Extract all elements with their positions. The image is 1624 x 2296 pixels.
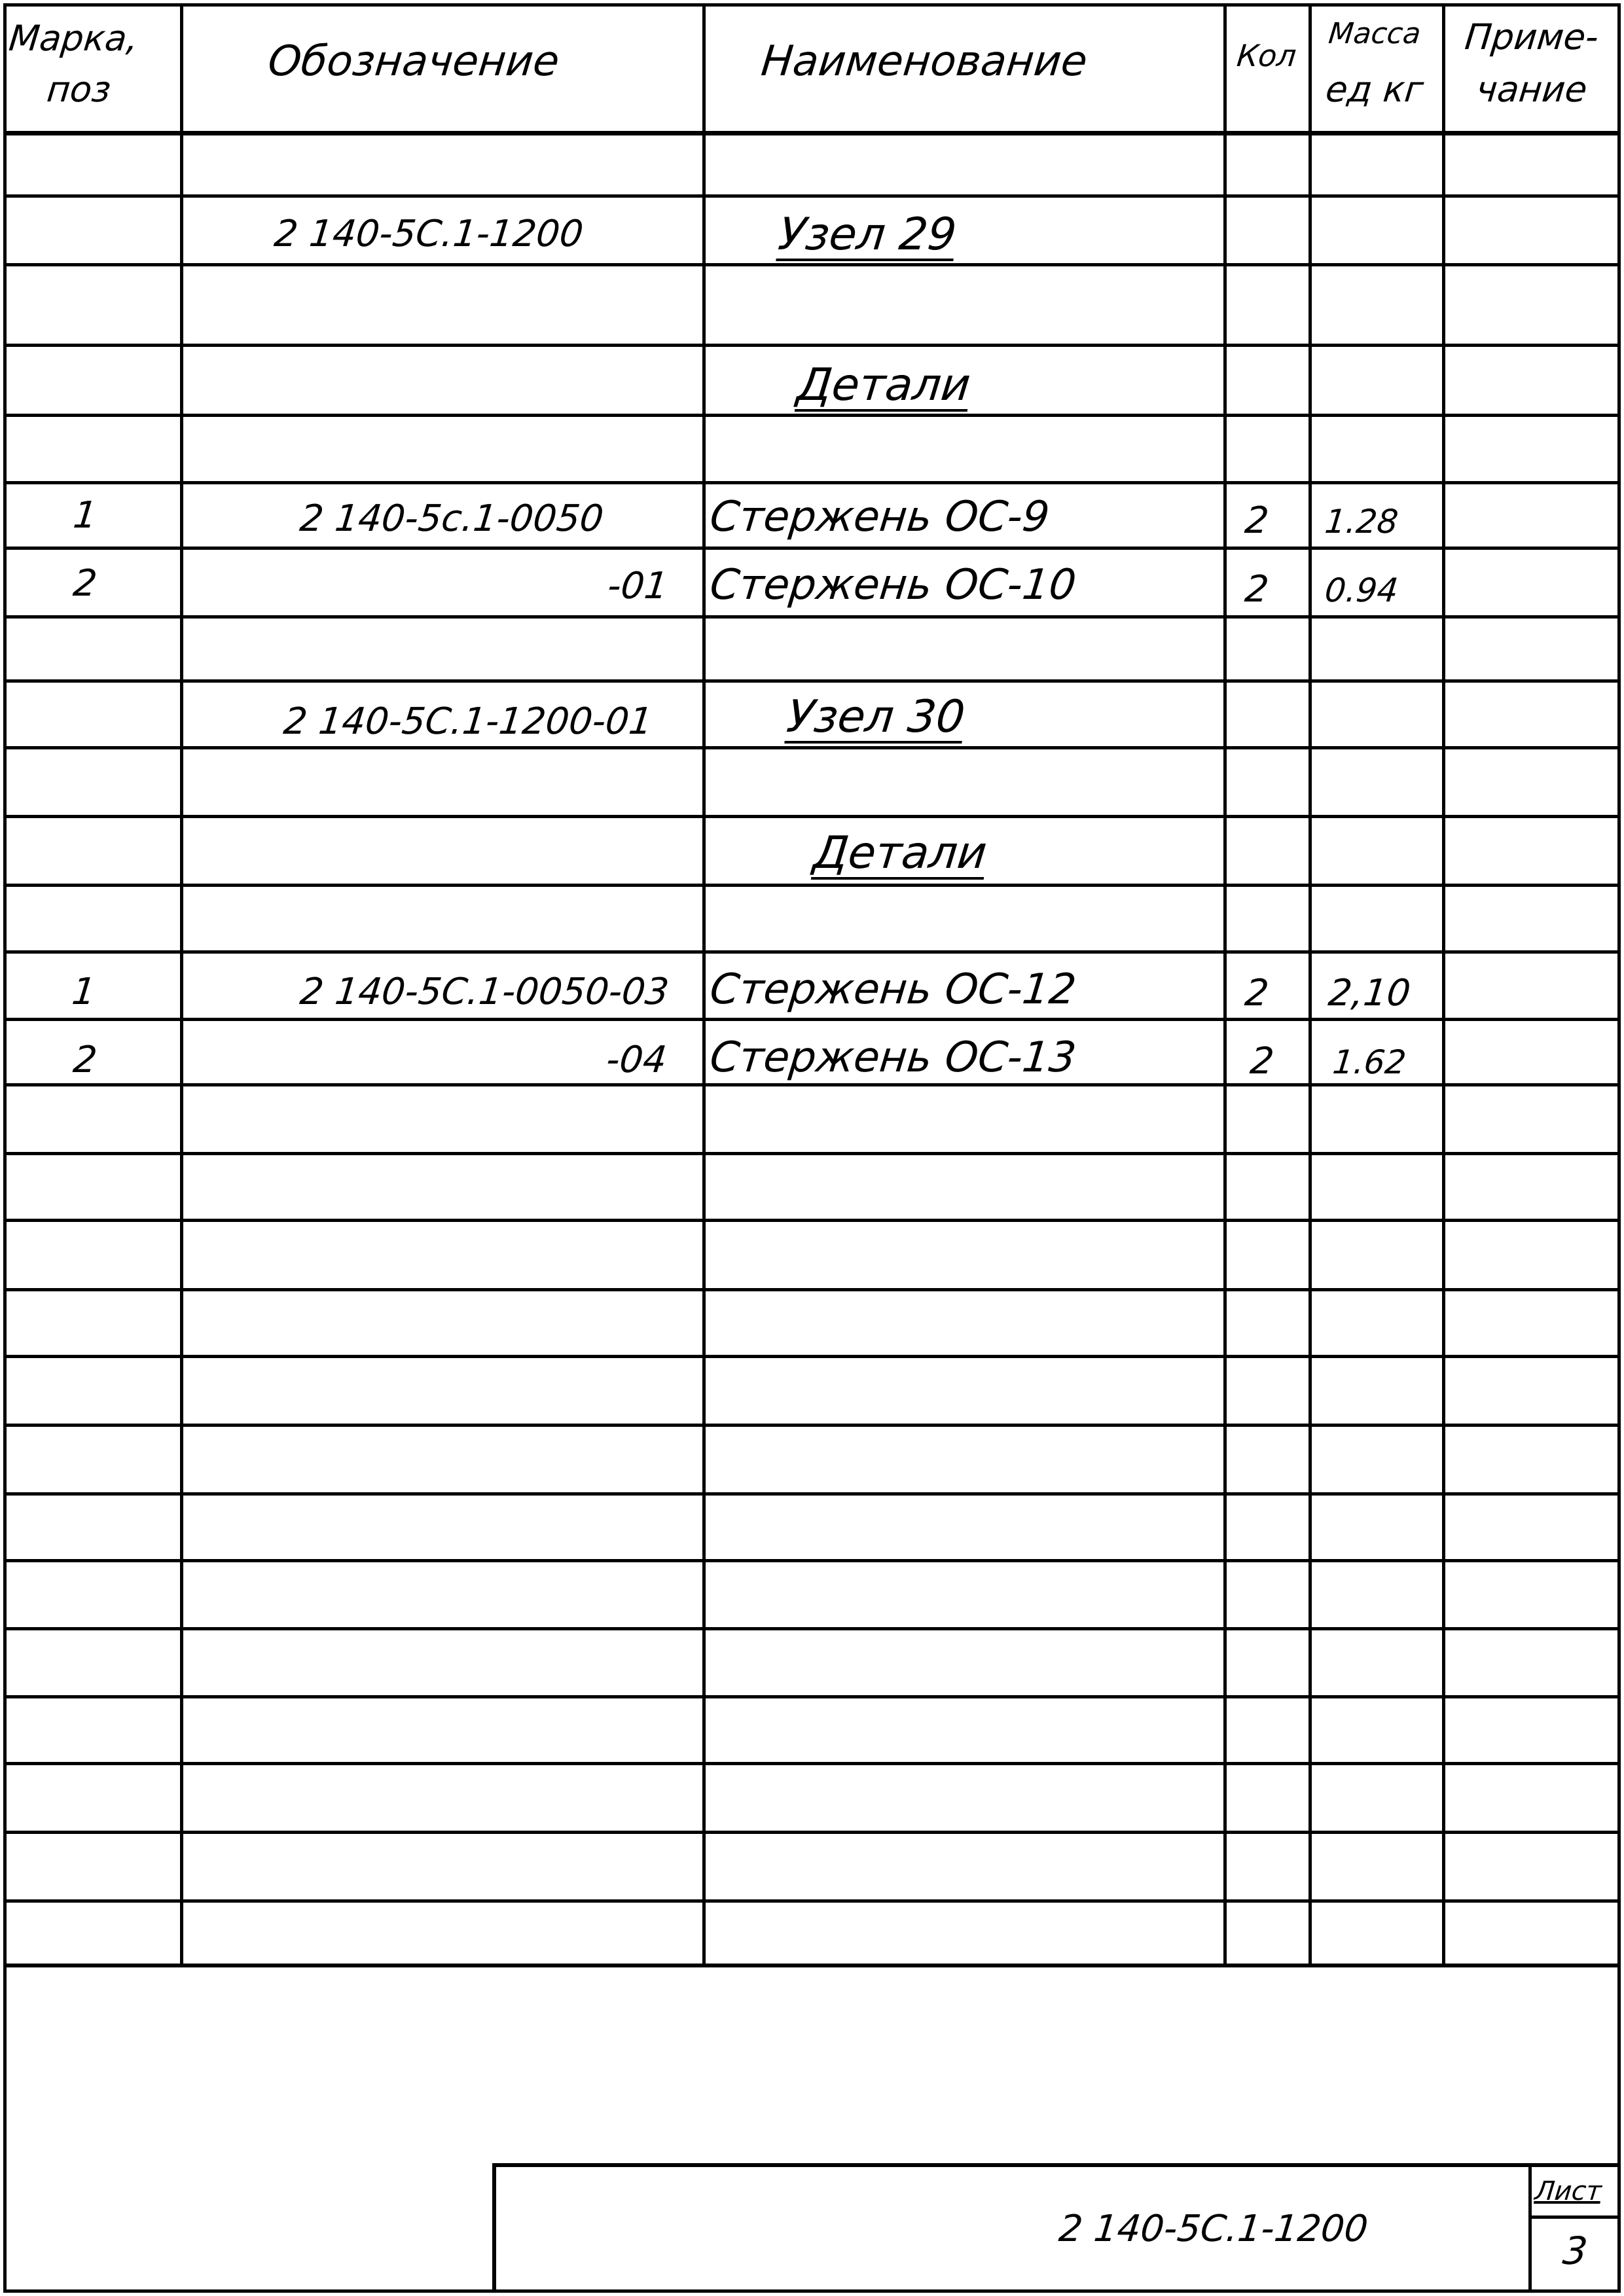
row-line <box>3 746 1621 749</box>
title-block-sheet-number: 3 <box>1561 2229 1590 2273</box>
row-pos: 1 <box>71 494 99 537</box>
col-line-2 <box>702 3 706 1965</box>
row-designation: 2 140-5С.1-0050-03 <box>298 971 671 1013</box>
col-line-1 <box>180 3 183 1965</box>
header-note-line2: чание <box>1474 69 1589 110</box>
row-line <box>3 679 1621 683</box>
row-qty: 2 <box>1248 1040 1276 1083</box>
row-line <box>3 950 1621 954</box>
row-line <box>3 263 1621 266</box>
row-line <box>3 1831 1621 1834</box>
row-line <box>3 1152 1621 1155</box>
row-line <box>3 547 1621 550</box>
row-line <box>3 1288 1621 1291</box>
row-qty: 2 <box>1242 499 1271 542</box>
header-divider <box>3 131 1621 135</box>
row-line <box>3 1627 1621 1630</box>
row-line <box>3 1355 1621 1358</box>
title-block-code: 2 140-5С.1-1200 <box>1056 2208 1370 2250</box>
row-pos: 1 <box>69 971 98 1013</box>
table-bottom <box>3 1964 1621 1967</box>
header-mass-line2: ед кг <box>1324 69 1426 110</box>
col-line-5 <box>1442 3 1445 1965</box>
row-line <box>3 884 1621 887</box>
row-designation: -01 <box>605 565 670 607</box>
row-line <box>3 1695 1621 1698</box>
row-name: Стержень ОС-12 <box>708 965 1079 1014</box>
row-line <box>3 1219 1621 1222</box>
frame-bottom <box>3 2289 1621 2293</box>
header-designation: Обозначение <box>266 37 562 86</box>
row-line <box>3 1018 1621 1021</box>
row-qty: 2 <box>1242 568 1271 611</box>
row-name-section: Узел 30 <box>784 691 967 743</box>
row-pos: 2 <box>71 1039 99 1081</box>
header-name: Наименование <box>759 37 1090 86</box>
row-line <box>3 1492 1621 1496</box>
row-line <box>3 1899 1621 1903</box>
header-mark-line1: Марка, <box>7 18 141 59</box>
row-designation: 2 140-5С.1-1200 <box>272 213 586 255</box>
header-mass-line1: Масса <box>1327 17 1422 50</box>
row-line <box>3 1424 1621 1427</box>
row-line <box>3 194 1621 198</box>
col-line-3 <box>1223 3 1227 1965</box>
row-line <box>3 815 1621 818</box>
row-mass: 2,10 <box>1326 972 1413 1014</box>
header-qty: Кол <box>1235 38 1298 73</box>
row-name-section: Детали <box>794 359 973 411</box>
title-block-sheet-divider <box>1528 2163 1532 2293</box>
row-designation: 2 140-5С.1-1200-01 <box>281 700 655 743</box>
row-mass: 1.28 <box>1323 503 1400 541</box>
row-mass: 0.94 <box>1323 571 1400 609</box>
row-line <box>3 481 1621 484</box>
frame-top <box>3 3 1621 7</box>
row-line <box>3 1762 1621 1765</box>
row-designation: -04 <box>604 1039 669 1081</box>
header-mark-line2: поз <box>45 69 113 110</box>
row-qty: 2 <box>1242 972 1271 1014</box>
row-designation: 2 140-5с.1-0050 <box>298 497 606 540</box>
row-line <box>3 1083 1621 1086</box>
row-line <box>3 344 1621 347</box>
row-mass: 1.62 <box>1331 1043 1408 1081</box>
title-block-left <box>492 2163 496 2293</box>
title-block-top <box>492 2163 1621 2167</box>
row-name-section: Узел 29 <box>776 209 959 260</box>
row-line <box>3 414 1621 417</box>
row-line <box>3 1559 1621 1562</box>
row-name: Стержень ОС-13 <box>708 1033 1079 1082</box>
row-pos: 2 <box>71 562 99 605</box>
title-block-sheet-label-line <box>1528 2215 1621 2219</box>
title-block-sheet-label: Лист <box>1533 2176 1603 2206</box>
row-name: Стержень ОС-10 <box>708 561 1079 609</box>
header-note-line1: Приме- <box>1463 16 1601 58</box>
row-name-section: Детали <box>810 827 990 879</box>
row-line <box>3 615 1621 619</box>
row-name: Стержень ОС-9 <box>708 493 1052 541</box>
col-line-4 <box>1308 3 1312 1965</box>
